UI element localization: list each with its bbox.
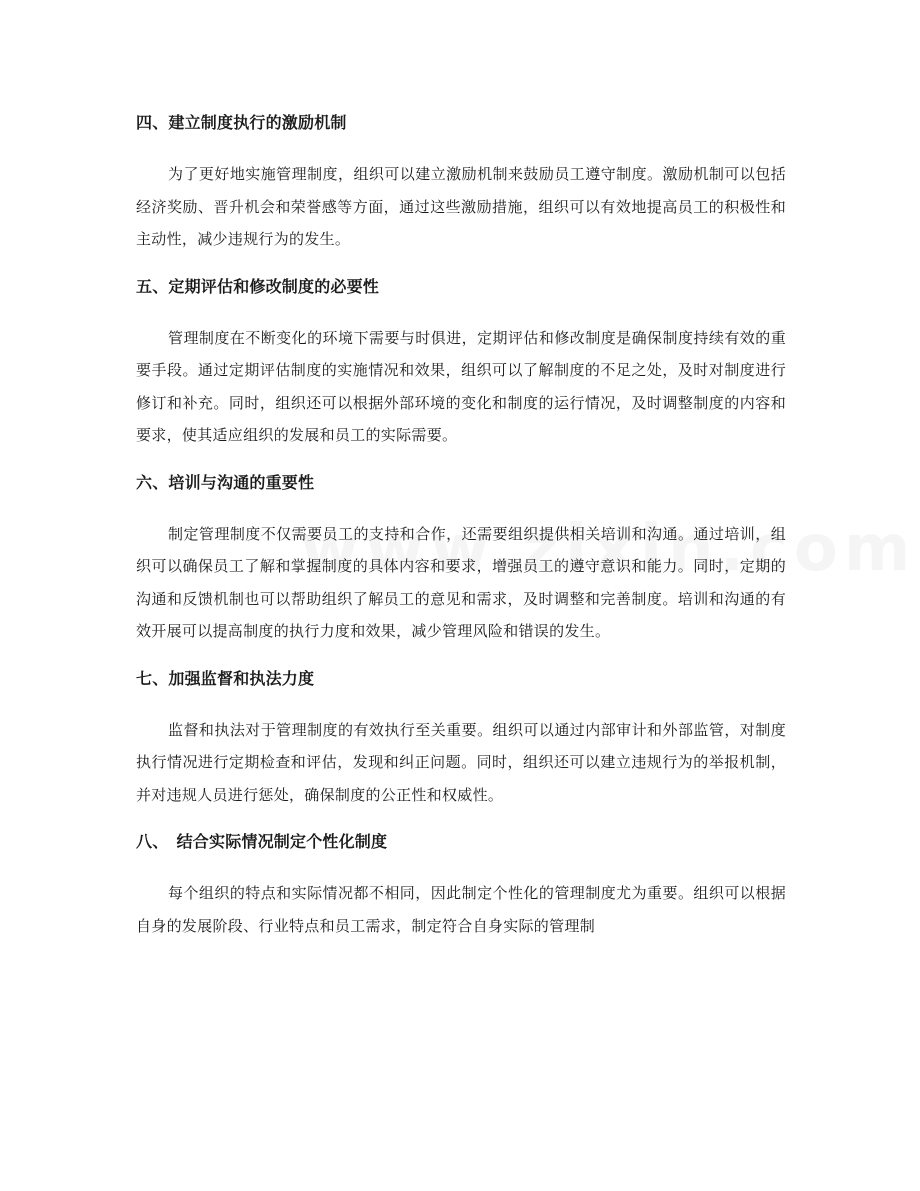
- section-heading: 八、 结合实际情况制定个性化制度: [136, 832, 388, 851]
- section-paragraph: 为了更好地实施管理制度，组织可以建立激励机制来鼓励员工遵守制度。激励机制可以包括经济奖励、晋升机会和荣誉感等方面，通过这些激励措施，组织可以有效地提高员工的积极性和主动性，减少违规行为的发生。: [136, 165, 786, 248]
- section-paragraph: 每个组织的特点和实际情况都不相同，因此制定个性化的管理制度尤为重要。组织可以根据自身的发展阶段、行业特点和员工需求，制定符合自身实际的管理制: [136, 884, 786, 935]
- section-5: [136, 270, 786, 452]
- section-8: [136, 825, 786, 942]
- section-paragraph: 管理制度在不断变化的环境下需要与时俱进，定期评估和修改制度是确保制度持续有效的重要手段。通过定期评估制度的实施情况和效果，组织可以了解制度的不足之处，及时对制度进行修订和补充。同时，组织还可以根据外部环境的变化和制度的运行情况，及时调整制度的内容和要求，使其适应组织的发展和员工的实际需要。: [136, 328, 786, 444]
- section-paragraph: 监督和执法对于管理制度的有效执行至关重要。组织可以通过内部审计和外部监管，对制度执行情况进行定期检查和评估，发现和纠正问题。同时，组织还可以建立违规行为的举报机制，并对违规人员进行惩处，确保制度的公正性和权威性。: [136, 720, 786, 804]
- section-paragraph: 制定管理制度不仅需要员工的支持和合作，还需要组织提供相关培训和沟通。通过培训，组织可以确保员工了解和掌握制度的具体内容和要求，增强员工的遵守意识和能力。同时，定期的沟通和反馈机制也可以帮助组织了解员工的意见和需求，及时调整和完善制度。培训和沟通的有效开展可以提高制度的执行力度和效果，减少管理风险和错误的发生。: [136, 524, 786, 640]
- section-heading: 五、定期评估和修改制度的必要性: [136, 276, 380, 296]
- section-heading: 六、培训与沟通的重要性: [136, 472, 315, 492]
- section-heading: 七、加强监督和执法力度: [136, 668, 315, 688]
- section-4: [136, 106, 786, 256]
- section-7: [136, 662, 786, 812]
- section-heading: 四、建立制度执行的激励机制: [136, 113, 347, 132]
- document-body: [136, 106, 786, 956]
- section-6: [136, 466, 786, 648]
